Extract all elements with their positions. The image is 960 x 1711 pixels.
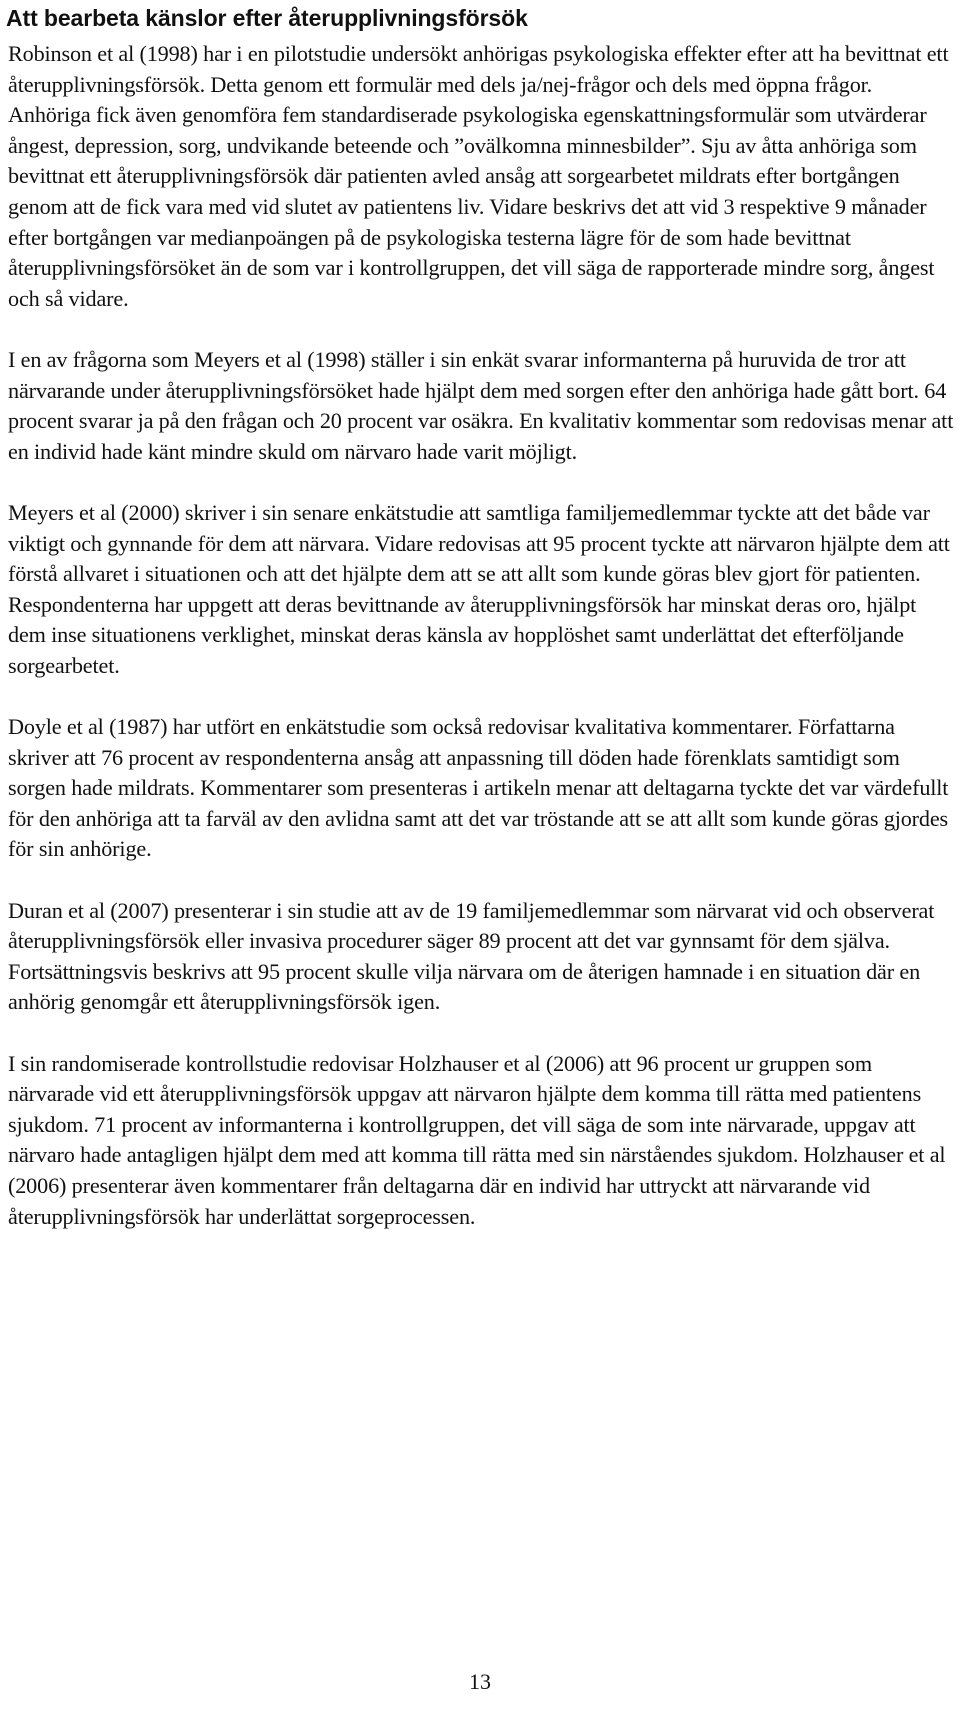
page-number: 13 (469, 1669, 491, 1694)
paragraph-holzhauser: I sin randomiserade kontrollstudie redovisar Holzhauser et al (2006) att 96 procent ur gruppen som närvarade vid ett återupplivningsförsök uppgav att närvaron hjälpte dem komma till rätta med patientens sjukdom. 71 procent av informanterna i kontrollgruppen, det vill säga de som inte närvarade, uppgav att närvaro hade antagligen hjälpt dem med att komma till rätta med sin närståendes sjukdom. Holzhauser et al (2006) presenterar även kommentarer från deltagarna där en individ har uttryckt att närvarande vid återupplivningsförsök har underlättat sorgeprocessen. (8, 1050, 946, 1229)
section-heading: Att bearbeta känslor efter återupplivningsförsök (6, 5, 528, 31)
document-page (4, 0, 956, 1263)
paragraph-meyers-2000: Meyers et al (2000) skriver i sin senare enkätstudie att samtliga familjemedlemmar tyckte att det både var viktigt och gynnande för dem att närvara. Vidare redovisas att 95 procent tyckte att närvaron hjälpte dem att förstå allvaret i situationen och att det hjälpte dem att se att allt som kunde göras blev gjort för patienten. Respondenterna har uppgett att deras bevittnande av återupplivningsförsök har minskat deras oro, hjälpt dem inse situationens verklighet, minskat deras känsla av hopplöshet samt underlättat det efterföljande sorgearbetet. (8, 499, 950, 678)
paragraph-meyers-1998: I en av frågorna som Meyers et al (1998) ställer i sin enkät svarar informanterna på huruvida de tror att närvarande under återupplivningsförsöket hade hjälpt dem med sorgen efter den anhöriga hade gått bort. 64 procent svarar ja på den frågan och 20 procent var osäkra. En kvalitativ kommentar som redovisas menar att en individ hade känt mindre skuld om närvaro hade varit möjligt. (8, 346, 954, 464)
paragraph-robinson: Robinson et al (1998) har i en pilotstudie undersökt anhörigas psykologiska effekter efter att ha bevittnat ett återupplivningsförsök. Detta genom ett formulär med dels ja/nej-frågor och dels med öppna frågor. Anhöriga fick även genomföra fem standardiserade psykologiska egenskattningsformulär som utvärderar ångest, depression, sorg, undvikande beteende och ”ovälkomna minnesbilder”. Sju av åtta anhöriga som bevittnat ett återupplivningsförsök där patienten avled ansåg att sorgearbetet mildrats efter bortgången genom att de fick vara med vid slutet av patientens liv. Vidare beskrivs det att vid 3 respektive 9 månader efter bortgången var medianpoängen på de psykologiska testerna lägre för de som hade bevittnat återupplivningsförsöket än de som var i kontrollgruppen, det vill säga de rapporterade mindre sorg, ångest och så vidare. (8, 41, 949, 311)
paragraph-duran: Duran et al (2007) presenterar i sin studie att av de 19 familjemedlemmar som närvarat vid och observerat återupplivningsförsök eller invasiva procedurer säger 89 procent att det var gynnsamt för dem själva. Fortsättningsvis beskrivs att 95 procent skulle vilja närvara om de återigen hamnade i en situation där en anhörig genomgår ett återupplivningsförsök igen. (8, 897, 935, 1015)
paragraph-doyle: Doyle et al (1987) har utfört en enkätstudie som också redovisar kvalitativa kommentarer. Författarna skriver att 76 procent av respondenterna ansåg att anpassning till döden hade förenklats samtidigt som sorgen hade mildrats. Kommentarer som presenteras i artikeln menar att deltagarna tyckte det var värdefullt för den anhöriga att ta farväl av den avlidna samt att det var tröstande att se att allt som kunde göras gjordes för sin anhörige. (8, 714, 949, 862)
